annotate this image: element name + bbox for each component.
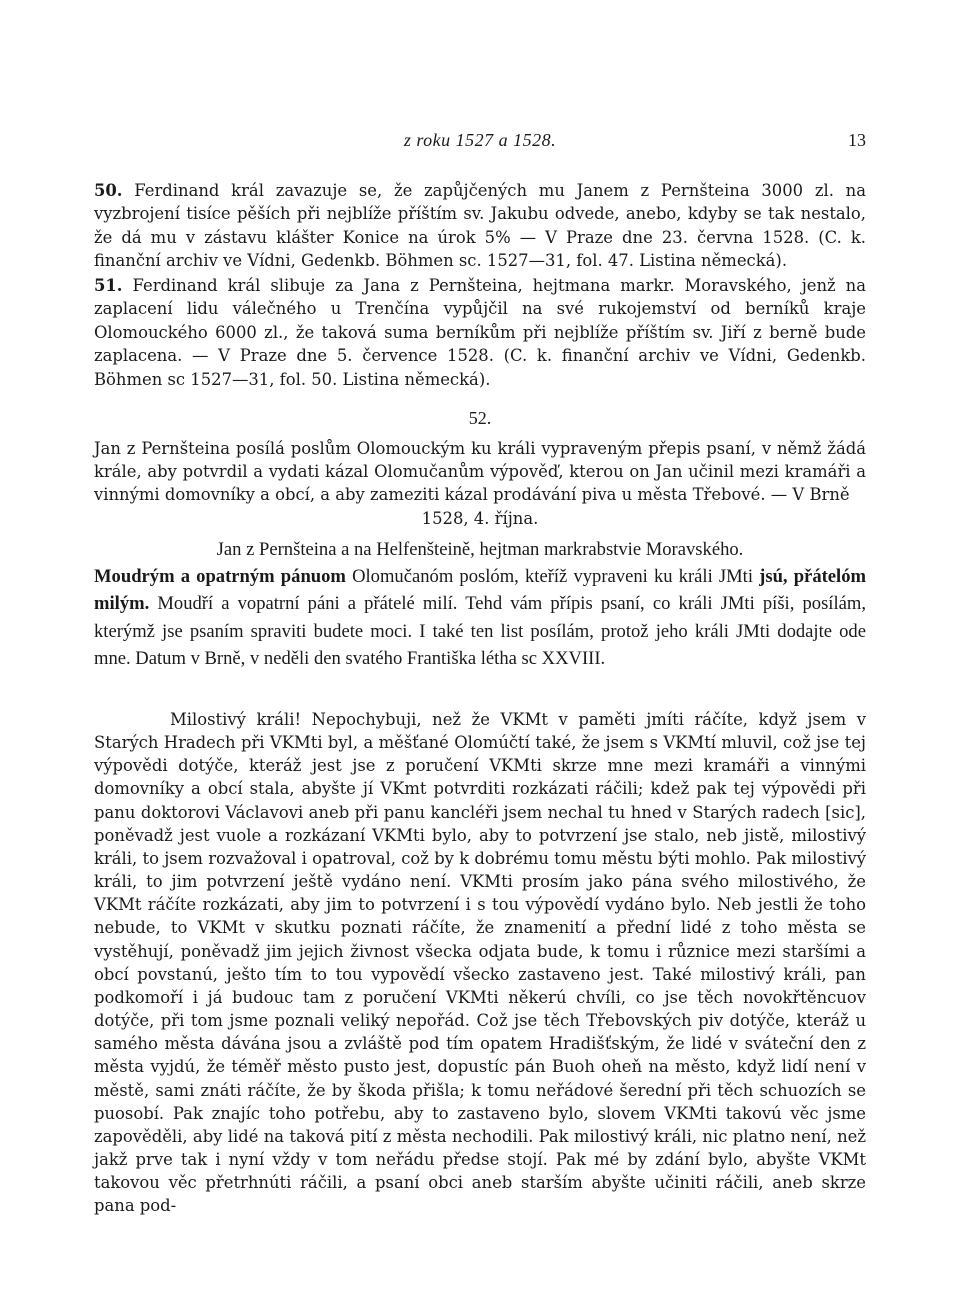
running-title: z roku 1527 a 1528. — [403, 130, 557, 150]
abstract-text: Jan z Pernšteina posílá poslům Olomouckým ku králi vypraveným přepis psaní, v němž žádá krále, aby potvrdil a vydati kázal Olomučanům výpověď, kterou on Jan učinil mezi kramáři a vinnými domovníky a obcí, a aby zameziti kázal prodávání piva u města Třebové. — V Brně — [94, 439, 866, 505]
entry-number: 51. — [94, 276, 123, 295]
entry-text: Ferdinand král zavazuje se, že zapůjčených mu Janem z Pernšteina 3000 zl. na vyzbrojení tisíce pěších při nejblíže příštím sv. Jakubu odvede, anebo, kdyby se tak nestalo, že dá mu v zástavu klášter Konice na úrok 5% — V Praze dne 23. června 1528. (C. k. finanční archiv ve Vídni, Gedenkb. Böhmen sc. 1527—31, fol. 47. Listina německá). — [94, 181, 866, 271]
letter-salutation-bold: Moudrým a opatrným pánuom — [94, 566, 346, 588]
letter-salutation: Olomučanóm poslóm, kteříž vypraveni ku králi JMti — [345, 566, 760, 588]
letter-text: Moudří a vopatrní páni a přátelé milí. Tehd vám přípis psaní, co králi JMti píši, posílám, kterýmž jse psaním spraviti budete moci. I také ten list posílám, protož jeho králi JMti dodajte ode mne. Datum v Brně, v neděli den svatého Františka létha sc XXVIII. — [94, 593, 866, 669]
abstract-date: 1528, 4. října. — [421, 508, 539, 528]
letter-salutation-bold-2: jsú, přátelóm milým. — [94, 566, 867, 615]
entry-50 — [94, 179, 866, 273]
entry-51 — [94, 274, 866, 391]
document-abstract — [94, 437, 866, 530]
document-number: 52. — [468, 408, 492, 428]
letter-body: Milostivý králi! Nepochybuji, než že VKMt v paměti jmíti ráčíte, když jsem v Starých Hradech při VKMti byl, a měšťané Olomúčtí také, že jsem s VKMtí mluvil, což jse tej výpovědi dotýče, kteráž jest jse z poručení VKMti skrze mne mezi kramáři a vinnými domovníky a obcí stala, abyšte jí VKmt potvrditi rozkázati ráčili; kdež pak tej výpovědi při panu doktorovi Václavovi aneb při panu kancléři jsem nechal tu hned v Starých radech [sic], poněvadž jest vuole a rozkázaní VKMti bylo, aby to potvrzení jse stalo, neb jistě, milostivý králi, to jsem rozvažoval i opatroval, což by k dobrému tomu městu býti mohlo. Pak milostivý králi, to jim potvrzení ještě vydáno není. VKMti prosím jako pána svého milostivého, že VKMt ráčíte rozkázati, aby jim to potvrzení i s tou výpovědí vydáno bylo. Neb jestli že toho nebude, to VKMt v skutku poznati ráčíte, že znamenití a přední lidé z toho města se vystěhují, poněvadž jim jejich živnost všecka odjata bude, k tomu i různice mezi staršími a obcí povstanú, ješto tím to tou vypovědí všecko zastaveno jest. Také milostivý králi, pan podkomoří i já budouc tam z poručení VKMti někerú chvíli, co jse těch novokřtěncuov dotýče, při tom jsme poznali veliký nepořád. Což jse těch Třebovských piv dotýče, kteráž u samého města dávána jsou a zvláště pod tím opatem Hradišťským, že lidé v sváteční den z města vyjdú, že téměř město pusto jest, dopustíc pán Buoh oheň na město, když lidí není v městě, sami znáti ráčíte, že by škoda přišla; k tomu neřádové šerední při těch schuozích se puosobí. Pak znajíc toho potřebu, aby to zastaveno bylo, slovem VKMti takovú věc jsme zapověděli, aby lidé na taková pití z města nechodili. Pak milostivý králi, nic platno není, než jakž prve tak i nyní vždy v tom neřádu předse stojí. Pak mé by zdání bylo, abyšte VKMt takovou věc přetrhnúti ráčili, a psaní obci aneb starším abyšte učiniti ráčili, aneb skrze pana pod- — [94, 710, 866, 1216]
running-head — [94, 130, 866, 156]
page-number: 13 — [848, 130, 866, 150]
entry-text: Ferdinand král slibuje za Jana z Pernšteina, hejtmana markr. Moravského, jenž na zaplacení lidu válečného u Trenčína vypůjčil na své rukojemství od berníků kraje Olomouckého 6000 zl., že taková suma berníkům při nejblíže příštím sv. Jiří z berně bude zaplacena. — V Praze dne 5. července 1528. (C. k. finanční archiv ve Vídni, Gedenkb. Böhmen sc 1527—31, fol. 50. Listina německá). — [94, 276, 867, 389]
entry-number: 50. — [94, 181, 123, 200]
letter-heading: Jan z Pernšteina a na Helfenšteině, hejtman markrabstvie Moravského. — [216, 539, 744, 560]
letter-address — [94, 536, 866, 672]
